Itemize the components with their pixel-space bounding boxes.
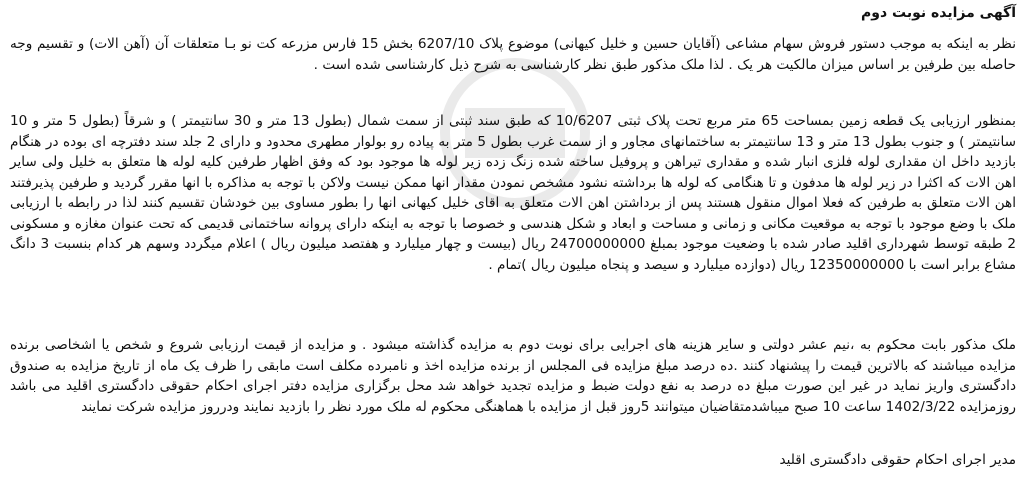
notice-title: آگهی مزایده نوبت دوم	[860, 5, 1016, 21]
auction-terms-paragraph: ملک مذکور بابت محکوم به ،نیم عشر دولتی و سایر هزینه های اجرایی برای نوبت دوم به مزایده گذاشته میشود . و مزایده از قیمت ارزیابی شروع و شخص یا اشخاصی برنده مزایده میباشند که بالاترین قیمت را پیشنهاد کنند .ده درصد مبلغ مزایده فی المجلس از برنده مزایده اخذ و نامبرده مکلف است مابقی را ظرف یک ماه از تاریخ مزایده به صندوق دادگستری واریز نماید در غیر این صورت مبلغ ده درصد به نفع دولت ضبط و مزایده تجدید خواهد شد محل برگزاری مزایده دفتر اجرای احکام حقوقی دادگستری اقلید می باشد روزمزایده 1402/3/22 ساعت 10 صبح میباشدمتقاضیان میتوانند 5روز قبل از مزایده با هماهنگی محکوم له ملک مورد نظر را بازدید نمایند ودرروز مزایده شرکت نمایند	[10, 337, 1016, 415]
signature-line: مدیر اجرای احکام حقوقی دادگستری اقلید	[779, 452, 1016, 468]
appraisal-paragraph: بمنظور ارزیابی یک قطعه زمین بمساحت 65 متر مربع تحت پلاک ثبتی 10/6207 که طبق سند ثبتی از سمت شمال (بطول 13 متر و 30 سانتیمتر ) و شرقاً (بطول 5 متر و 10 سانتیمتر ) و جنوب بطول 13 متر و 13 سانتیمتر به ساختمانهای مجاور و از سمت غرب بطول 5 متر به پیاده رو بولوار مطهری محدود و دارای 2 جلد سند دفترچه ای بوده در هنگام بازدید داخل ان مقداری لوله فلزی انبار شده و مقداری تیراهن و پروفیل ساخته شده زنگ زده زیر لوله ها موجود بود که وفق اظهار طرفین کلیه لوله ها متعلق به خلیل ولی سایر اهن الات که اکثرا در زیر لوله ها مدفون و تا هنگامی که لوله ها برداشته نشود مشخص نمودن مقدار انها ممکن نیست ولاکن با توجه به مذاکره با انها مقرر گردید و طرفین پذیرفتند اهن الات متعلق به طرفین که فعلا اموال منقول هستند پس از برداشتن اهن الات متعلق به اقای خلیل کیهانی انها را بطور مساوی بین خودشان تقسیم کنند لذا در رابطه با ارزیابی ملک با وضع موجود با توجه به موقعیت مکانی و زمانی و مساحت و ابعاد و شکل هندسی و خصوصا با توجه به اینکه دارای پروانه ساختمانی قدیمی که تحت عنوان مغازه و مسکونی 2 طبقه توسط شهرداری اقلید صادر شده با وضعیت موجود بمبلغ 24700000000 ریال (بیست و چهار میلیارد و هفتصد میلیون ریال ) اعلام میگردد وسهم هر کدام بنسبت 3 دانگ مشاع برابر است با 12350000000 ریال (دوازده میلیارد و سیصد و پنجاه میلیون ریال )تمام .	[10, 113, 1016, 273]
intro-paragraph: نظر به اینکه به موجب دستور فروش سهام مشاعی (آقایان حسین و خلیل کیهانی) موضوع پلاک 6207/10 بخش 15 فارس مزرعه کت نو بـا متعلقات آن (آهن الات) و تقسیم وجه حاصله بین طرفین بر اساس میزان مالکیت هر یک . لذا ملک مذکور طبق نظر کارشناسی به شرح ذیل کارشناسی شده است .	[10, 36, 1016, 73]
